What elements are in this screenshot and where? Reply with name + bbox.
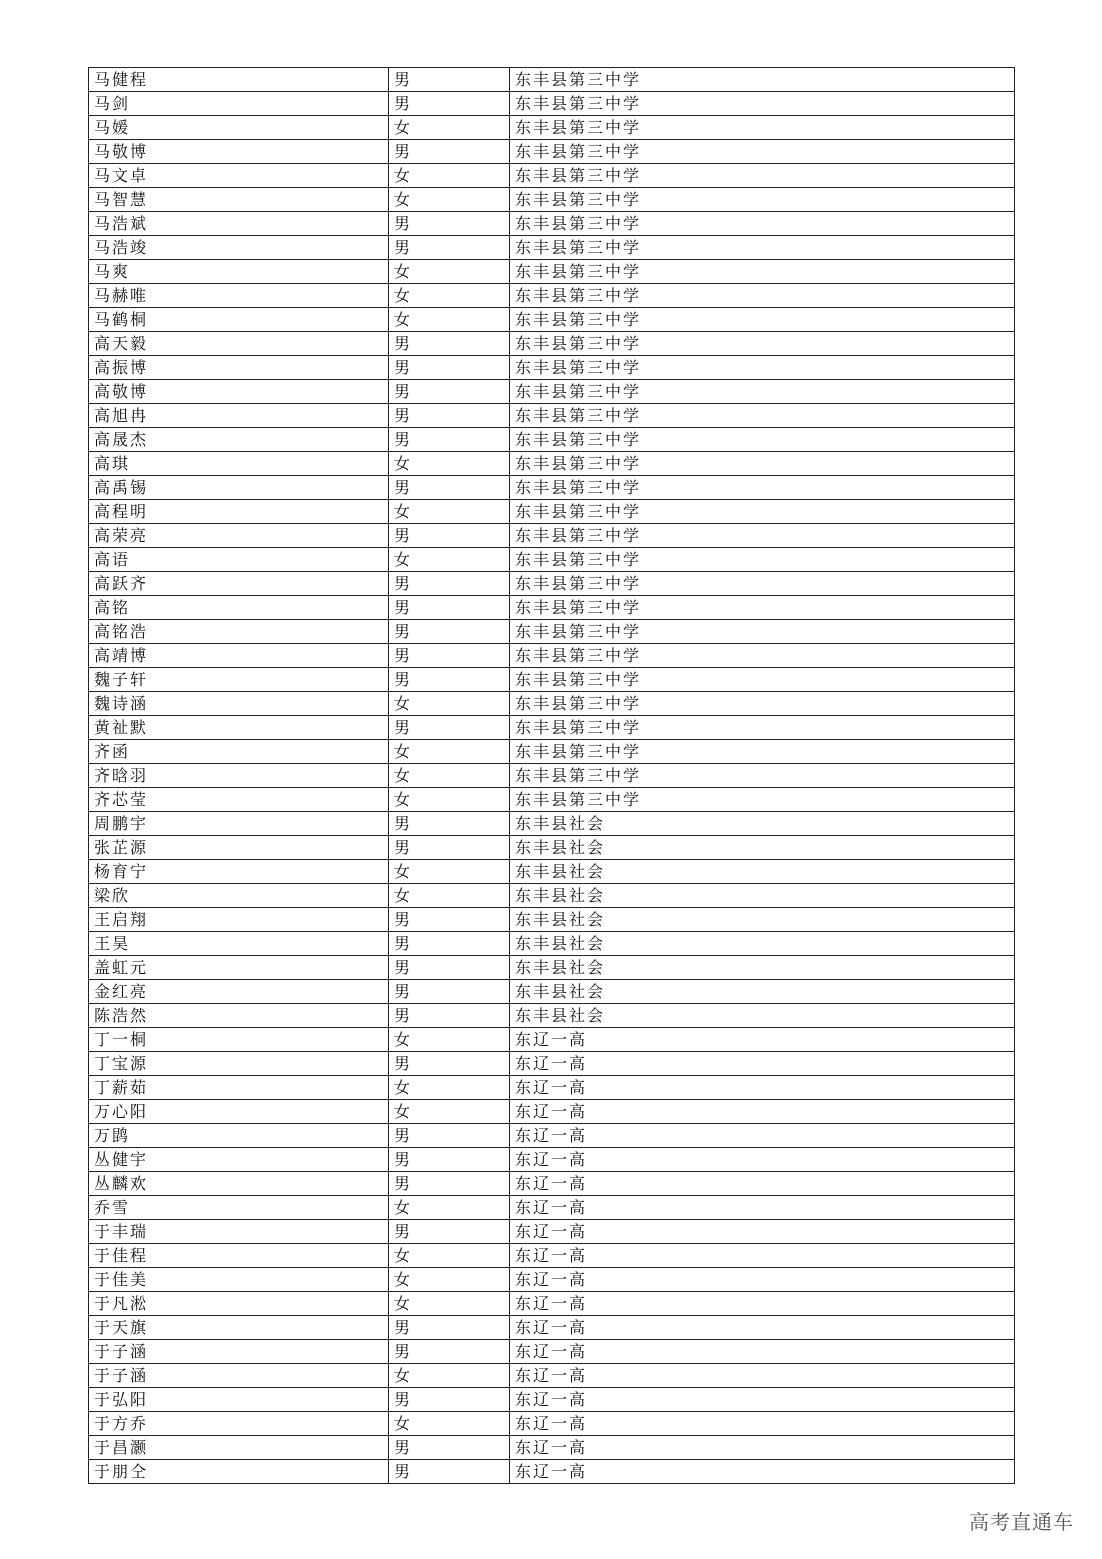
name-cell: 齐函	[89, 740, 389, 764]
name-cell: 高铭浩	[89, 620, 389, 644]
school-cell: 东丰县第三中学	[510, 116, 1015, 140]
table-row	[89, 668, 1015, 692]
name-cell: 高天毅	[89, 332, 389, 356]
name-cell: 高琪	[89, 452, 389, 476]
gender-cell: 女	[389, 1412, 510, 1436]
gender-cell: 男	[389, 908, 510, 932]
school-cell: 东丰县第三中学	[510, 68, 1015, 92]
name-cell: 马浩竣	[89, 236, 389, 260]
name-cell: 王启翔	[89, 908, 389, 932]
gender-cell: 男	[389, 428, 510, 452]
school-cell: 东丰县第三中学	[510, 452, 1015, 476]
name-cell: 周鹏宇	[89, 812, 389, 836]
gender-cell: 女	[389, 1364, 510, 1388]
name-cell: 魏子轩	[89, 668, 389, 692]
gender-cell: 男	[389, 716, 510, 740]
school-cell: 东丰县第三中学	[510, 596, 1015, 620]
table-row	[89, 812, 1015, 836]
name-cell: 于方乔	[89, 1412, 389, 1436]
table-row	[89, 476, 1015, 500]
table-row	[89, 596, 1015, 620]
school-cell: 东丰县第三中学	[510, 740, 1015, 764]
gender-cell: 女	[389, 692, 510, 716]
name-cell: 梁欣	[89, 884, 389, 908]
school-cell: 东辽一高	[510, 1052, 1015, 1076]
table-row	[89, 764, 1015, 788]
school-cell: 东辽一高	[510, 1028, 1015, 1052]
school-cell: 东丰县第三中学	[510, 572, 1015, 596]
gender-cell: 男	[389, 140, 510, 164]
name-cell: 于子涵	[89, 1340, 389, 1364]
school-cell: 东丰县社会	[510, 908, 1015, 932]
school-cell: 东丰县第三中学	[510, 476, 1015, 500]
name-cell: 于弘阳	[89, 1388, 389, 1412]
name-cell: 万鹍	[89, 1124, 389, 1148]
table-row	[89, 1052, 1015, 1076]
name-cell: 马赫唯	[89, 284, 389, 308]
name-cell: 杨育宁	[89, 860, 389, 884]
table-row	[89, 1364, 1015, 1388]
school-cell: 东辽一高	[510, 1172, 1015, 1196]
gender-cell: 男	[389, 380, 510, 404]
gender-cell: 女	[389, 188, 510, 212]
table-row	[89, 524, 1015, 548]
name-cell: 于朋仝	[89, 1460, 389, 1484]
gender-cell: 男	[389, 404, 510, 428]
school-cell: 东丰县社会	[510, 956, 1015, 980]
school-cell: 东丰县第三中学	[510, 332, 1015, 356]
school-cell: 东丰县社会	[510, 836, 1015, 860]
school-cell: 东丰县第三中学	[510, 668, 1015, 692]
school-cell: 东丰县第三中学	[510, 284, 1015, 308]
school-cell: 东辽一高	[510, 1316, 1015, 1340]
table-row	[89, 1004, 1015, 1028]
gender-cell: 男	[389, 812, 510, 836]
school-cell: 东丰县社会	[510, 860, 1015, 884]
school-cell: 东丰县社会	[510, 1004, 1015, 1028]
name-cell: 高程明	[89, 500, 389, 524]
name-cell: 乔雪	[89, 1196, 389, 1220]
table-row	[89, 1412, 1015, 1436]
name-cell: 于昌灏	[89, 1436, 389, 1460]
table-row	[89, 284, 1015, 308]
table-row	[89, 1076, 1015, 1100]
school-cell: 东辽一高	[510, 1412, 1015, 1436]
table-row	[89, 836, 1015, 860]
gender-cell: 男	[389, 1172, 510, 1196]
table-row	[89, 1028, 1015, 1052]
table-row	[89, 116, 1015, 140]
school-cell: 东丰县第三中学	[510, 764, 1015, 788]
gender-cell: 男	[389, 524, 510, 548]
name-cell: 高靖博	[89, 644, 389, 668]
gender-cell: 男	[389, 356, 510, 380]
table-row	[89, 1460, 1015, 1484]
table-row	[89, 1388, 1015, 1412]
table-row	[89, 212, 1015, 236]
school-cell: 东丰县第三中学	[510, 356, 1015, 380]
gender-cell: 男	[389, 68, 510, 92]
school-cell: 东辽一高	[510, 1076, 1015, 1100]
school-cell: 东辽一高	[510, 1148, 1015, 1172]
gender-cell: 女	[389, 884, 510, 908]
name-cell: 马文卓	[89, 164, 389, 188]
school-cell: 东辽一高	[510, 1100, 1015, 1124]
school-cell: 东丰县第三中学	[510, 236, 1015, 260]
school-cell: 东辽一高	[510, 1124, 1015, 1148]
school-cell: 东辽一高	[510, 1220, 1015, 1244]
gender-cell: 女	[389, 308, 510, 332]
table-row	[89, 644, 1015, 668]
name-cell: 高禹锡	[89, 476, 389, 500]
gender-cell: 男	[389, 1124, 510, 1148]
name-cell: 马鹤桐	[89, 308, 389, 332]
name-cell: 马浩斌	[89, 212, 389, 236]
gender-cell: 女	[389, 260, 510, 284]
table-row	[89, 740, 1015, 764]
school-cell: 东丰县第三中学	[510, 164, 1015, 188]
gender-cell: 男	[389, 596, 510, 620]
school-cell: 东辽一高	[510, 1388, 1015, 1412]
name-cell: 马敬博	[89, 140, 389, 164]
school-cell: 东丰县第三中学	[510, 692, 1015, 716]
table-row	[89, 428, 1015, 452]
table-row	[89, 788, 1015, 812]
school-cell: 东丰县第三中学	[510, 500, 1015, 524]
table-row	[89, 140, 1015, 164]
name-cell: 陈浩然	[89, 1004, 389, 1028]
gender-cell: 男	[389, 1460, 510, 1484]
name-cell: 马健程	[89, 68, 389, 92]
name-cell: 丁宝源	[89, 1052, 389, 1076]
gender-cell: 男	[389, 644, 510, 668]
name-cell: 于佳程	[89, 1244, 389, 1268]
name-cell: 于凡淞	[89, 1292, 389, 1316]
name-cell: 高跃齐	[89, 572, 389, 596]
school-cell: 东丰县第三中学	[510, 716, 1015, 740]
school-cell: 东辽一高	[510, 1436, 1015, 1460]
gender-cell: 女	[389, 740, 510, 764]
table-row	[89, 1220, 1015, 1244]
gender-cell: 女	[389, 1268, 510, 1292]
gender-cell: 男	[389, 620, 510, 644]
table-row	[89, 1244, 1015, 1268]
school-cell: 东丰县第三中学	[510, 788, 1015, 812]
gender-cell: 女	[389, 1076, 510, 1100]
school-cell: 东丰县社会	[510, 980, 1015, 1004]
gender-cell: 女	[389, 284, 510, 308]
table-row	[89, 500, 1015, 524]
name-cell: 马媛	[89, 116, 389, 140]
table-row	[89, 1172, 1015, 1196]
table-row	[89, 980, 1015, 1004]
school-cell: 东丰县第三中学	[510, 620, 1015, 644]
gender-cell: 男	[389, 572, 510, 596]
school-cell: 东辽一高	[510, 1364, 1015, 1388]
roster-body	[89, 68, 1015, 1484]
table-row	[89, 332, 1015, 356]
name-cell: 万心阳	[89, 1100, 389, 1124]
table-row	[89, 572, 1015, 596]
table-row	[89, 164, 1015, 188]
name-cell: 于子涵	[89, 1364, 389, 1388]
gender-cell: 女	[389, 1292, 510, 1316]
table-row	[89, 1316, 1015, 1340]
table-row	[89, 620, 1015, 644]
school-cell: 东丰县第三中学	[510, 188, 1015, 212]
gender-cell: 女	[389, 452, 510, 476]
gender-cell: 女	[389, 1028, 510, 1052]
gender-cell: 男	[389, 1436, 510, 1460]
name-cell: 高旭冉	[89, 404, 389, 428]
gender-cell: 男	[389, 476, 510, 500]
name-cell: 高晟杰	[89, 428, 389, 452]
school-cell: 东辽一高	[510, 1244, 1015, 1268]
name-cell: 盖虹元	[89, 956, 389, 980]
table-row	[89, 1292, 1015, 1316]
name-cell: 高铭	[89, 596, 389, 620]
table-row	[89, 452, 1015, 476]
school-cell: 东丰县第三中学	[510, 644, 1015, 668]
name-cell: 齐晗羽	[89, 764, 389, 788]
gender-cell: 女	[389, 1100, 510, 1124]
table-row	[89, 548, 1015, 572]
gender-cell: 男	[389, 1220, 510, 1244]
name-cell: 马智慧	[89, 188, 389, 212]
name-cell: 马剑	[89, 92, 389, 116]
school-cell: 东辽一高	[510, 1340, 1015, 1364]
name-cell: 高语	[89, 548, 389, 572]
table-row	[89, 1100, 1015, 1124]
school-cell: 东辽一高	[510, 1196, 1015, 1220]
name-cell: 于佳美	[89, 1268, 389, 1292]
table-row	[89, 404, 1015, 428]
table-row	[89, 92, 1015, 116]
gender-cell: 男	[389, 332, 510, 356]
gender-cell: 男	[389, 1148, 510, 1172]
gender-cell: 男	[389, 212, 510, 236]
school-cell: 东辽一高	[510, 1460, 1015, 1484]
table-row	[89, 692, 1015, 716]
school-cell: 东丰县第三中学	[510, 524, 1015, 548]
name-cell: 王昊	[89, 932, 389, 956]
school-cell: 东丰县社会	[510, 812, 1015, 836]
gender-cell: 男	[389, 1052, 510, 1076]
watermark-text: 高考直通车	[969, 1510, 1074, 1534]
name-cell: 丁一桐	[89, 1028, 389, 1052]
school-cell: 东丰县第三中学	[510, 212, 1015, 236]
name-cell: 张芷源	[89, 836, 389, 860]
name-cell: 黄祉默	[89, 716, 389, 740]
table-row	[89, 1196, 1015, 1220]
table-row	[89, 236, 1015, 260]
gender-cell: 男	[389, 1004, 510, 1028]
gender-cell: 女	[389, 764, 510, 788]
gender-cell: 男	[389, 668, 510, 692]
name-cell: 于天旗	[89, 1316, 389, 1340]
gender-cell: 男	[389, 236, 510, 260]
table-row	[89, 956, 1015, 980]
gender-cell: 男	[389, 836, 510, 860]
name-cell: 齐芯莹	[89, 788, 389, 812]
table-row	[89, 356, 1015, 380]
table-row	[89, 884, 1015, 908]
name-cell: 高荣亮	[89, 524, 389, 548]
gender-cell: 男	[389, 980, 510, 1004]
table-row	[89, 1124, 1015, 1148]
table-row	[89, 1268, 1015, 1292]
table-row	[89, 260, 1015, 284]
table-row	[89, 308, 1015, 332]
gender-cell: 女	[389, 1244, 510, 1268]
gender-cell: 女	[389, 860, 510, 884]
name-cell: 金红亮	[89, 980, 389, 1004]
gender-cell: 女	[389, 164, 510, 188]
gender-cell: 男	[389, 956, 510, 980]
name-cell: 于丰瑞	[89, 1220, 389, 1244]
school-cell: 东丰县第三中学	[510, 404, 1015, 428]
gender-cell: 男	[389, 92, 510, 116]
gender-cell: 女	[389, 1196, 510, 1220]
gender-cell: 女	[389, 548, 510, 572]
gender-cell: 男	[389, 1316, 510, 1340]
name-cell: 高敬博	[89, 380, 389, 404]
school-cell: 东丰县社会	[510, 884, 1015, 908]
school-cell: 东丰县社会	[510, 932, 1015, 956]
table-row	[89, 68, 1015, 92]
school-cell: 东丰县第三中学	[510, 428, 1015, 452]
name-cell: 丁薪茹	[89, 1076, 389, 1100]
student-roster-table	[88, 67, 1015, 1484]
name-cell: 丛健宇	[89, 1148, 389, 1172]
name-cell: 高振博	[89, 356, 389, 380]
school-cell: 东丰县第三中学	[510, 260, 1015, 284]
table-row	[89, 380, 1015, 404]
school-cell: 东丰县第三中学	[510, 92, 1015, 116]
table-row	[89, 716, 1015, 740]
table-row	[89, 932, 1015, 956]
name-cell: 马爽	[89, 260, 389, 284]
table-row	[89, 860, 1015, 884]
school-cell: 东丰县第三中学	[510, 308, 1015, 332]
table-row	[89, 188, 1015, 212]
school-cell: 东辽一高	[510, 1268, 1015, 1292]
school-cell: 东辽一高	[510, 1292, 1015, 1316]
gender-cell: 男	[389, 1340, 510, 1364]
table-row	[89, 1148, 1015, 1172]
name-cell: 丛麟欢	[89, 1172, 389, 1196]
gender-cell: 女	[389, 788, 510, 812]
table-row	[89, 1436, 1015, 1460]
table-row	[89, 1340, 1015, 1364]
school-cell: 东丰县第三中学	[510, 380, 1015, 404]
school-cell: 东丰县第三中学	[510, 548, 1015, 572]
name-cell: 魏诗涵	[89, 692, 389, 716]
gender-cell: 女	[389, 116, 510, 140]
gender-cell: 女	[389, 500, 510, 524]
gender-cell: 男	[389, 1388, 510, 1412]
table-row	[89, 908, 1015, 932]
gender-cell: 男	[389, 932, 510, 956]
school-cell: 东丰县第三中学	[510, 140, 1015, 164]
